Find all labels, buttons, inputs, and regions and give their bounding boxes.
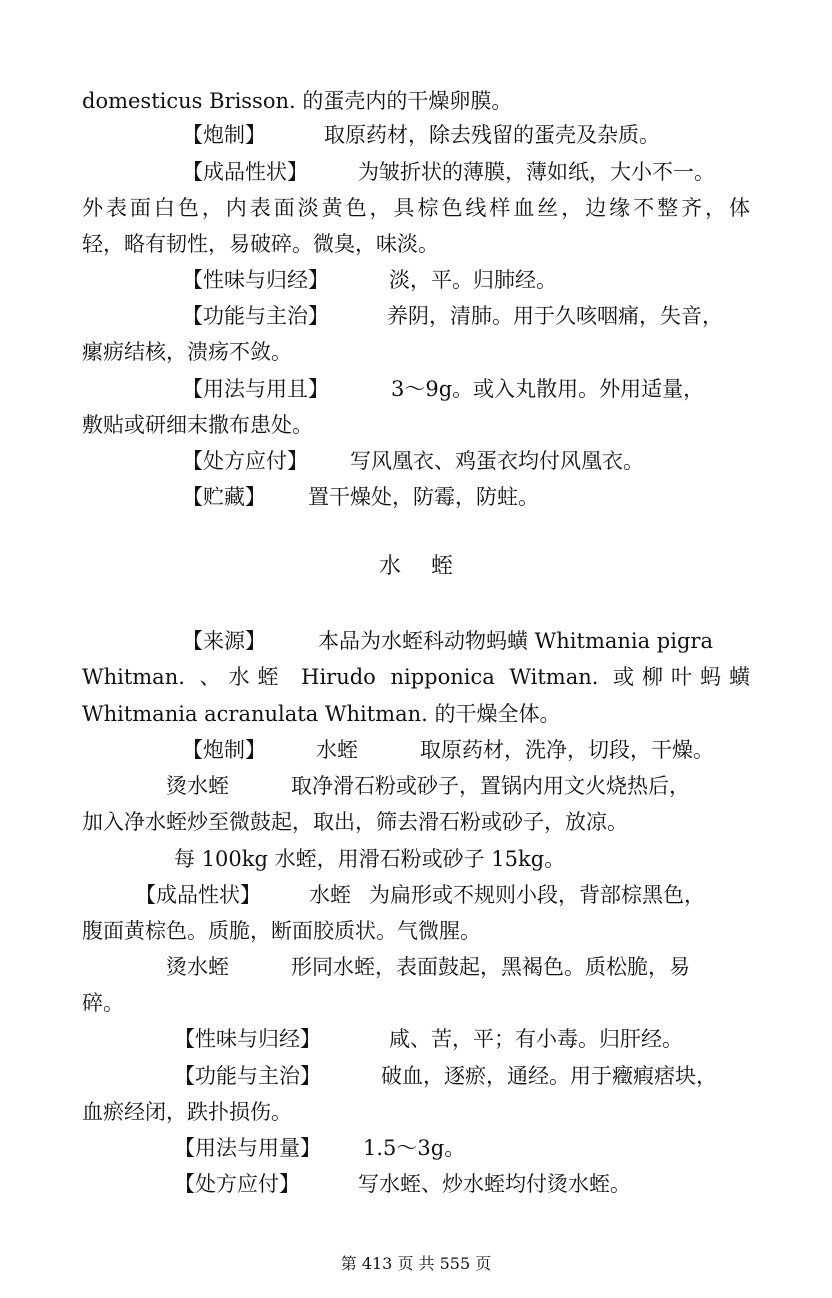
paragraph-source (182, 624, 750, 658)
text-line (82, 660, 750, 694)
line-text: 破血，逐瘀，通经。用于癥瘕痞块， (381, 1064, 717, 1088)
text-line (82, 914, 750, 948)
line-text: Whitmania acranulata Whitman. 的干燥全体。 (82, 702, 561, 726)
line-text: 1.5～3g。 (363, 1136, 466, 1160)
line-text: 外表面白色，内表面淡黄色，具棕色线样血丝，边缘不整齐，体 (82, 196, 750, 220)
text-line (82, 335, 750, 369)
section-heading: 【性味与归经】 (174, 1027, 321, 1051)
line-text: domesticus Brisson. 的蛋壳内的干燥卵膜。 (82, 89, 513, 113)
line-text: 为皱折状的薄膜，薄如纸，大小不一。 (358, 160, 715, 184)
paragraph-scalded-appearance (166, 950, 750, 984)
section-heading: 【贮藏】 (182, 485, 266, 509)
line-text: 加入净水蛭炒至微鼓起，取出，筛去滑石粉或砂子，放凉。 (82, 810, 628, 834)
text-line (82, 697, 750, 731)
paragraph-function (182, 299, 750, 333)
paragraph-function-2 (174, 1059, 750, 1093)
line-text: 养阴，清肺。用于久咳咽痛，失音， (387, 304, 723, 328)
line-text: 敷贴或研细末撒布患处。 (82, 413, 313, 437)
paragraph-processing (182, 118, 750, 152)
line-text: 形同水蛭，表面鼓起，黑褐色。质松脆，易 (291, 955, 690, 979)
page-footer: 第 413 页 共 555 页 (340, 1254, 492, 1273)
line-text: 取原药材，除去残留的蛋壳及杂质。 (324, 123, 660, 147)
paragraph-prescription-2 (174, 1167, 750, 1201)
line-text: 淡，平。归肺经。 (389, 268, 557, 292)
paragraph-nature (182, 263, 750, 297)
section-heading: 【成品性状】 (135, 883, 261, 907)
text-line (82, 986, 750, 1020)
line-text: 每 100kg 水蛭，用滑石粉或砂子 15kg。 (174, 847, 566, 871)
section-heading: 【炮制】 (182, 738, 266, 762)
section-heading: 【性味与归经】 (182, 268, 329, 292)
line-text: 为扁形或不规则小段，背部棕黑色， (369, 883, 705, 907)
line-text: 腹面黄棕色。质脆，断面胶质状。气微腥。 (82, 919, 481, 943)
line-text: 水蛭 (309, 883, 351, 907)
line-text: 取净滑石粉或砂子，置锅内用文火烧热后， (291, 774, 690, 798)
text-line (82, 1095, 750, 1129)
section-heading: 【功能与主治】 (174, 1064, 321, 1088)
paragraph-dosage-2 (174, 1131, 750, 1165)
text-line (174, 842, 750, 876)
line-text: 血瘀经闭，跌扑损伤。 (82, 1100, 292, 1124)
section-heading: 【用法与用量】 (174, 1136, 321, 1160)
line-text: 水蛭 (316, 738, 358, 762)
paragraph-processing-2 (182, 733, 750, 767)
line-text: 本品为水蛭科动物蚂蟥 Whitmania pigra (318, 629, 713, 653)
line-text: 瘰疬结核，溃疡不敛。 (82, 340, 292, 364)
paragraph-storage (182, 480, 750, 514)
section-heading: 【功能与主治】 (182, 304, 329, 328)
section-heading: 【处方应付】 (182, 449, 308, 473)
text-line (82, 227, 750, 261)
line-text: 3～9g。或入丸散用。外用适量， (391, 377, 705, 401)
paragraph-dosage (182, 372, 750, 406)
line-text: 写水蛭、炒水蛭均付烫水蛭。 (358, 1172, 631, 1196)
text-line (82, 84, 750, 118)
section-heading: 【成品性状】 (182, 160, 308, 184)
line-text: 写风凰衣、鸡蛋衣均付风凰衣。 (350, 449, 644, 473)
paragraph-appearance (182, 155, 750, 189)
line-text: 置干燥处，防霉，防蛀。 (308, 485, 539, 509)
entry-title: 水蛭 (378, 554, 483, 579)
section-heading: 【处方应付】 (174, 1172, 300, 1196)
line-text: 轻，略有韧性，易破碎。微臭，味淡。 (82, 232, 439, 256)
line-text: 咸、苦，平；有小毒。归肝经。 (389, 1027, 683, 1051)
text-line (82, 408, 750, 442)
text-line (82, 191, 750, 225)
section-heading: 【来源】 (182, 629, 266, 653)
paragraph-prescription (182, 444, 750, 478)
section-heading: 【炮制】 (182, 123, 266, 147)
line-text: 取原药材，洗净，切段，干燥。 (420, 738, 714, 762)
section-heading: 【用法与用且】 (182, 377, 329, 401)
line-text: 烫水蛭 (166, 955, 229, 979)
line-text: Whitman. 、水蛭 Hirudo nipponica Witman. 或柳叶蚂蟥 (82, 665, 750, 689)
paragraph-appearance-2 (135, 878, 750, 912)
paragraph-scalded (166, 769, 750, 803)
paragraph-nature-2 (174, 1022, 750, 1056)
line-text: 烫水蛭 (166, 774, 229, 798)
text-line (82, 805, 750, 839)
line-text: 碎。 (82, 991, 124, 1015)
